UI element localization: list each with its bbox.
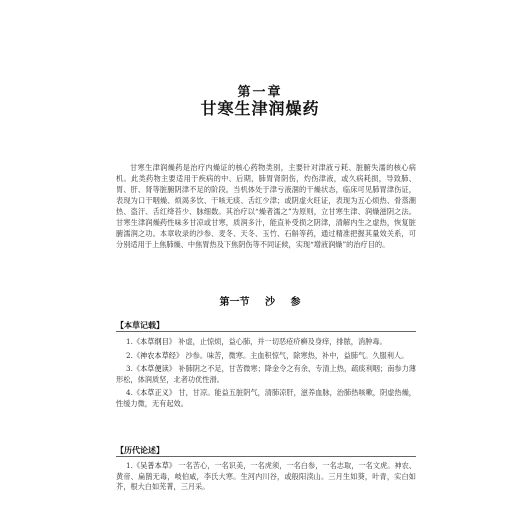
heading-divider <box>116 331 416 332</box>
entry-ref: 《吴普本草》 <box>132 461 177 470</box>
entry-ref: 《本草纲目》 <box>132 337 176 346</box>
heading-divider <box>116 456 416 457</box>
entry-index: 2. <box>126 350 133 360</box>
list-item <box>116 364 416 385</box>
entry-index: 3. <box>126 364 133 373</box>
entry-text: 一名苦心，一名识美，一名虎须，一名白参，一名志取，一名文虎。神农、黄帝、扁鹊无毒，岐伯咸，李氏大寒。生河内川谷，或般阳渎山。三月生如葵，叶青，实白如芥，根大白如芜菁，三月采。 <box>116 461 416 491</box>
entry-ref: 《神农本草经》 <box>132 350 184 360</box>
section-number: 第一节 <box>219 297 250 308</box>
herbal-records-heading: 【本草记载】 <box>116 320 164 330</box>
chapter-title: 甘寒生津润燥药 <box>200 99 320 118</box>
entry-index: 1. <box>126 337 133 346</box>
entry-index: 4. <box>126 388 133 397</box>
list-item <box>116 388 416 409</box>
intro-paragraph: 甘寒生津润燥药是治疗内燥证的核心药物类别，主要针对津液亏耗、脏腑失濡的核心病机。此类药物主要适用于疾病的中、后期，肺胃肾阴伤，灼伤津液，或久病耗损，导致肺、胃、肝、肾等脏腑阴津不足的阶段。当机体处于津亏液涸的干燥状态，临床可见肺胃津伤证，表现为口干咽燥、烦渴多饮、干咳无痰、舌红少津；或阴虚火旺证，表现为五心烦热、骨蒸潮热、盗汗、舌红绛苔少、脉细数。其治疗以“燥者濡之”为原则，立甘寒生津、润燥滋阴之法。甘寒生津润燥药性味多甘凉或甘寒，质润多汁，能直补受损之阴津，清解内生之虚热，恢复脏腑濡润之功。本章收录的沙参、麦冬、天冬、玉竹、石斛等药，通过精准把握其量效关系，可分别适用于上焦肺燥、中焦胃热及下焦阴伤等不同证候，实现“增液润燥”的治疗目的。 <box>116 163 416 249</box>
list-item <box>116 351 416 362</box>
herbal-records-list <box>116 337 416 412</box>
entry-text: 甘，甘凉。能益五脏阴气，清肺凉肝，滋养血脉，治肺热咳嗽，阴虚热燥，性缓力微，无有起效。 <box>116 388 416 408</box>
section-name-char-2: 参 <box>290 297 301 308</box>
list-item <box>116 337 416 348</box>
entry-ref: 《本草正义》 <box>132 388 177 397</box>
historical-list <box>116 461 416 496</box>
entry-ref: 《本草便读》 <box>132 364 177 373</box>
entry-text: 补虚，止惊烦，益心肺，并一切恶疮疥癣及身痒，排脓，消肿毒。 <box>178 337 387 346</box>
section-name-char-1: 沙 <box>265 297 275 308</box>
chapter-label: 第一章 <box>237 85 283 100</box>
entry-text: 沙参。味苦，微寒。主血积惊气，除寒热，补中，益肺气。久服利人。 <box>185 350 409 360</box>
section-title <box>0 293 520 308</box>
entry-index: 1. <box>126 461 133 470</box>
entry-text: 补肺阴之不足，甘苦微寒；降金令之有余，专清上热，疏痰利咽；南参力薄形松，体润质坚，北者功优性滑。 <box>116 364 416 384</box>
historical-heading: 【历代论述】 <box>116 445 164 455</box>
list-item <box>116 461 416 493</box>
